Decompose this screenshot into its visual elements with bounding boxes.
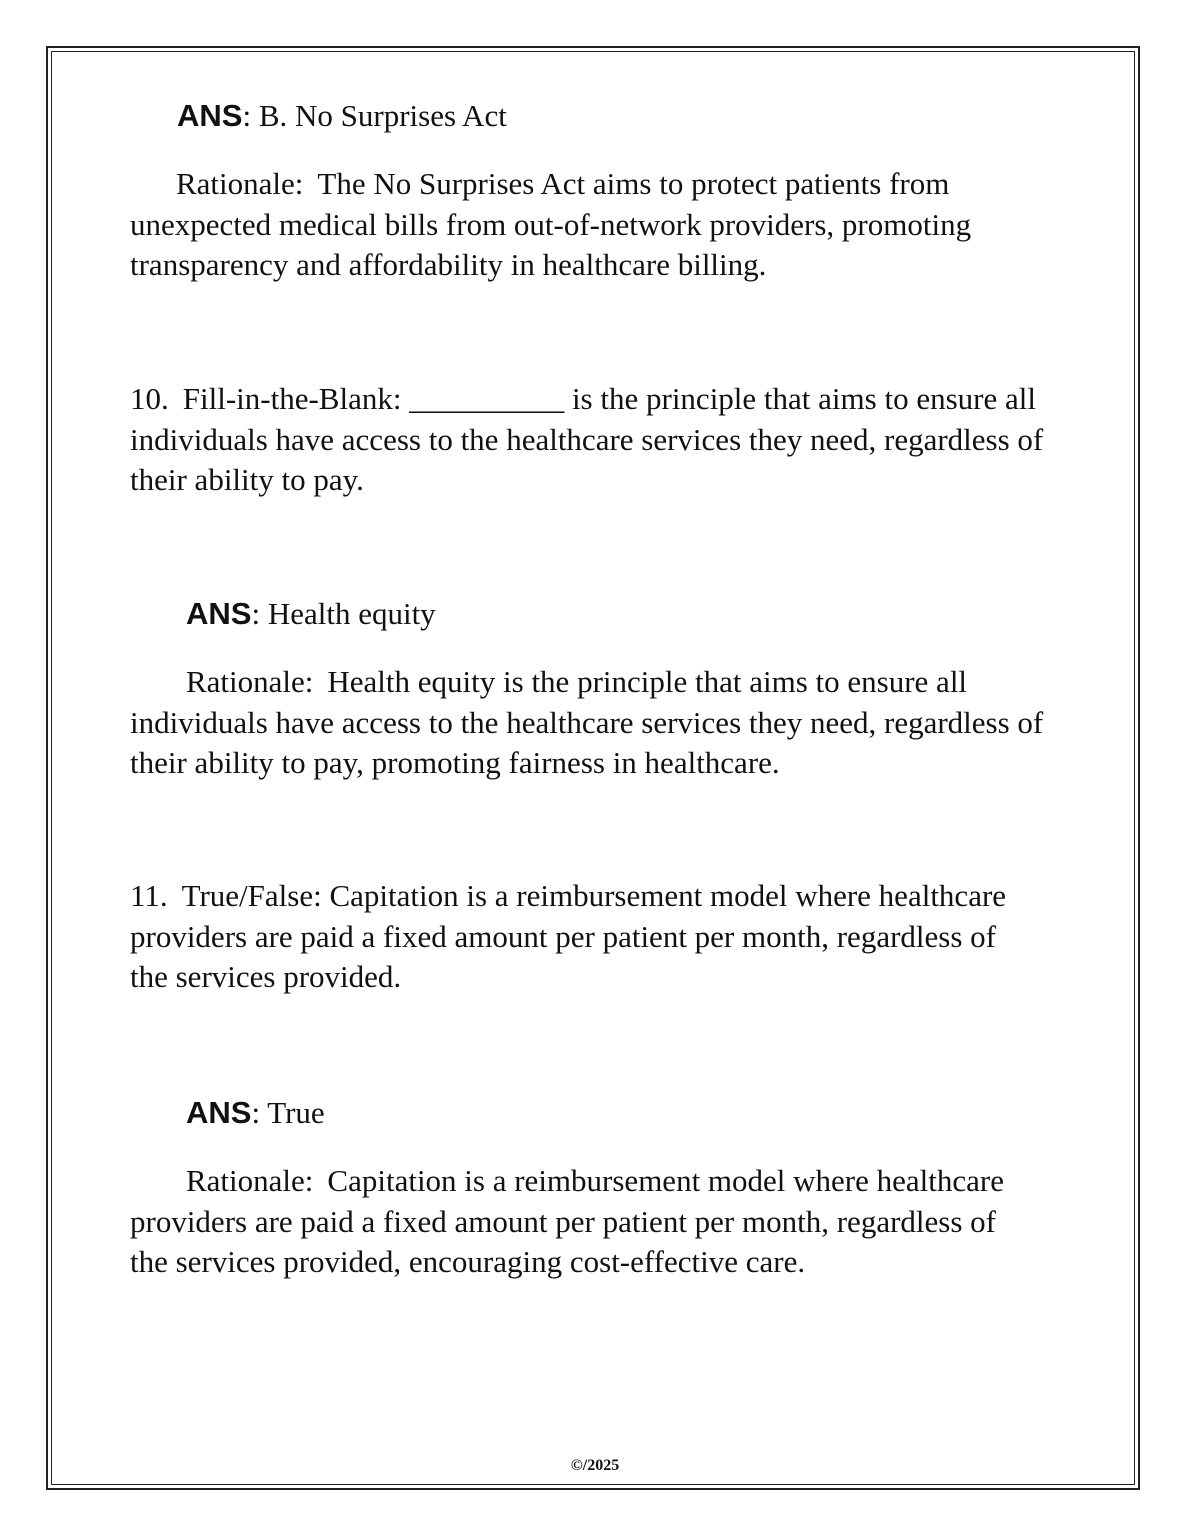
answer-text: : Health equity (251, 596, 436, 631)
answer-text: : True (251, 1095, 325, 1130)
question-number: 11. (130, 878, 168, 913)
answer-11 (186, 1093, 325, 1133)
question-text: Fill-in-the-Blank: __________ is the principle that aims to ensure all individuals have access to the healthcare services they need, regardless of their ability to pay. (130, 381, 1044, 497)
answer-9 (177, 96, 507, 136)
rationale-10 (130, 662, 1075, 784)
answer-text: : B. No Surprises Act (242, 98, 507, 133)
rationale-text: The No Surprises Act aims to protect patients from unexpected medical bills from out-of-network providers, promoting transparency and affordability in healthcare billing. (130, 166, 972, 282)
rationale-label: Rationale: (186, 1163, 314, 1198)
question-number: 10. (130, 381, 169, 416)
answer-label: ANS (186, 596, 252, 631)
answer-10 (186, 594, 436, 634)
rationale-label: Rationale: (176, 166, 304, 201)
answer-label: ANS (177, 98, 243, 133)
copyright-footer: ©/2025 (570, 1457, 620, 1474)
rationale-text: Health equity is the principle that aims to ensure all individuals have access to the healthcare services they need, regardless of their ability to pay, promoting fairness in healthcare. (130, 664, 1044, 780)
rationale-11 (130, 1161, 1010, 1283)
rationale-9 (130, 164, 1070, 286)
question-11 (130, 876, 1010, 998)
answer-label: ANS (186, 1095, 252, 1130)
question-10 (130, 379, 1070, 501)
rationale-label: Rationale: (186, 664, 314, 699)
rationale-text: Capitation is a reimbursement model where healthcare providers are paid a fixed amount per patient per month, regardless of the services provided, encouraging cost-effective care. (130, 1163, 1004, 1279)
question-text: True/False: Capitation is a reimbursement model where healthcare providers are paid a fixed amount per patient per month, regardless of the services provided. (130, 878, 1007, 994)
